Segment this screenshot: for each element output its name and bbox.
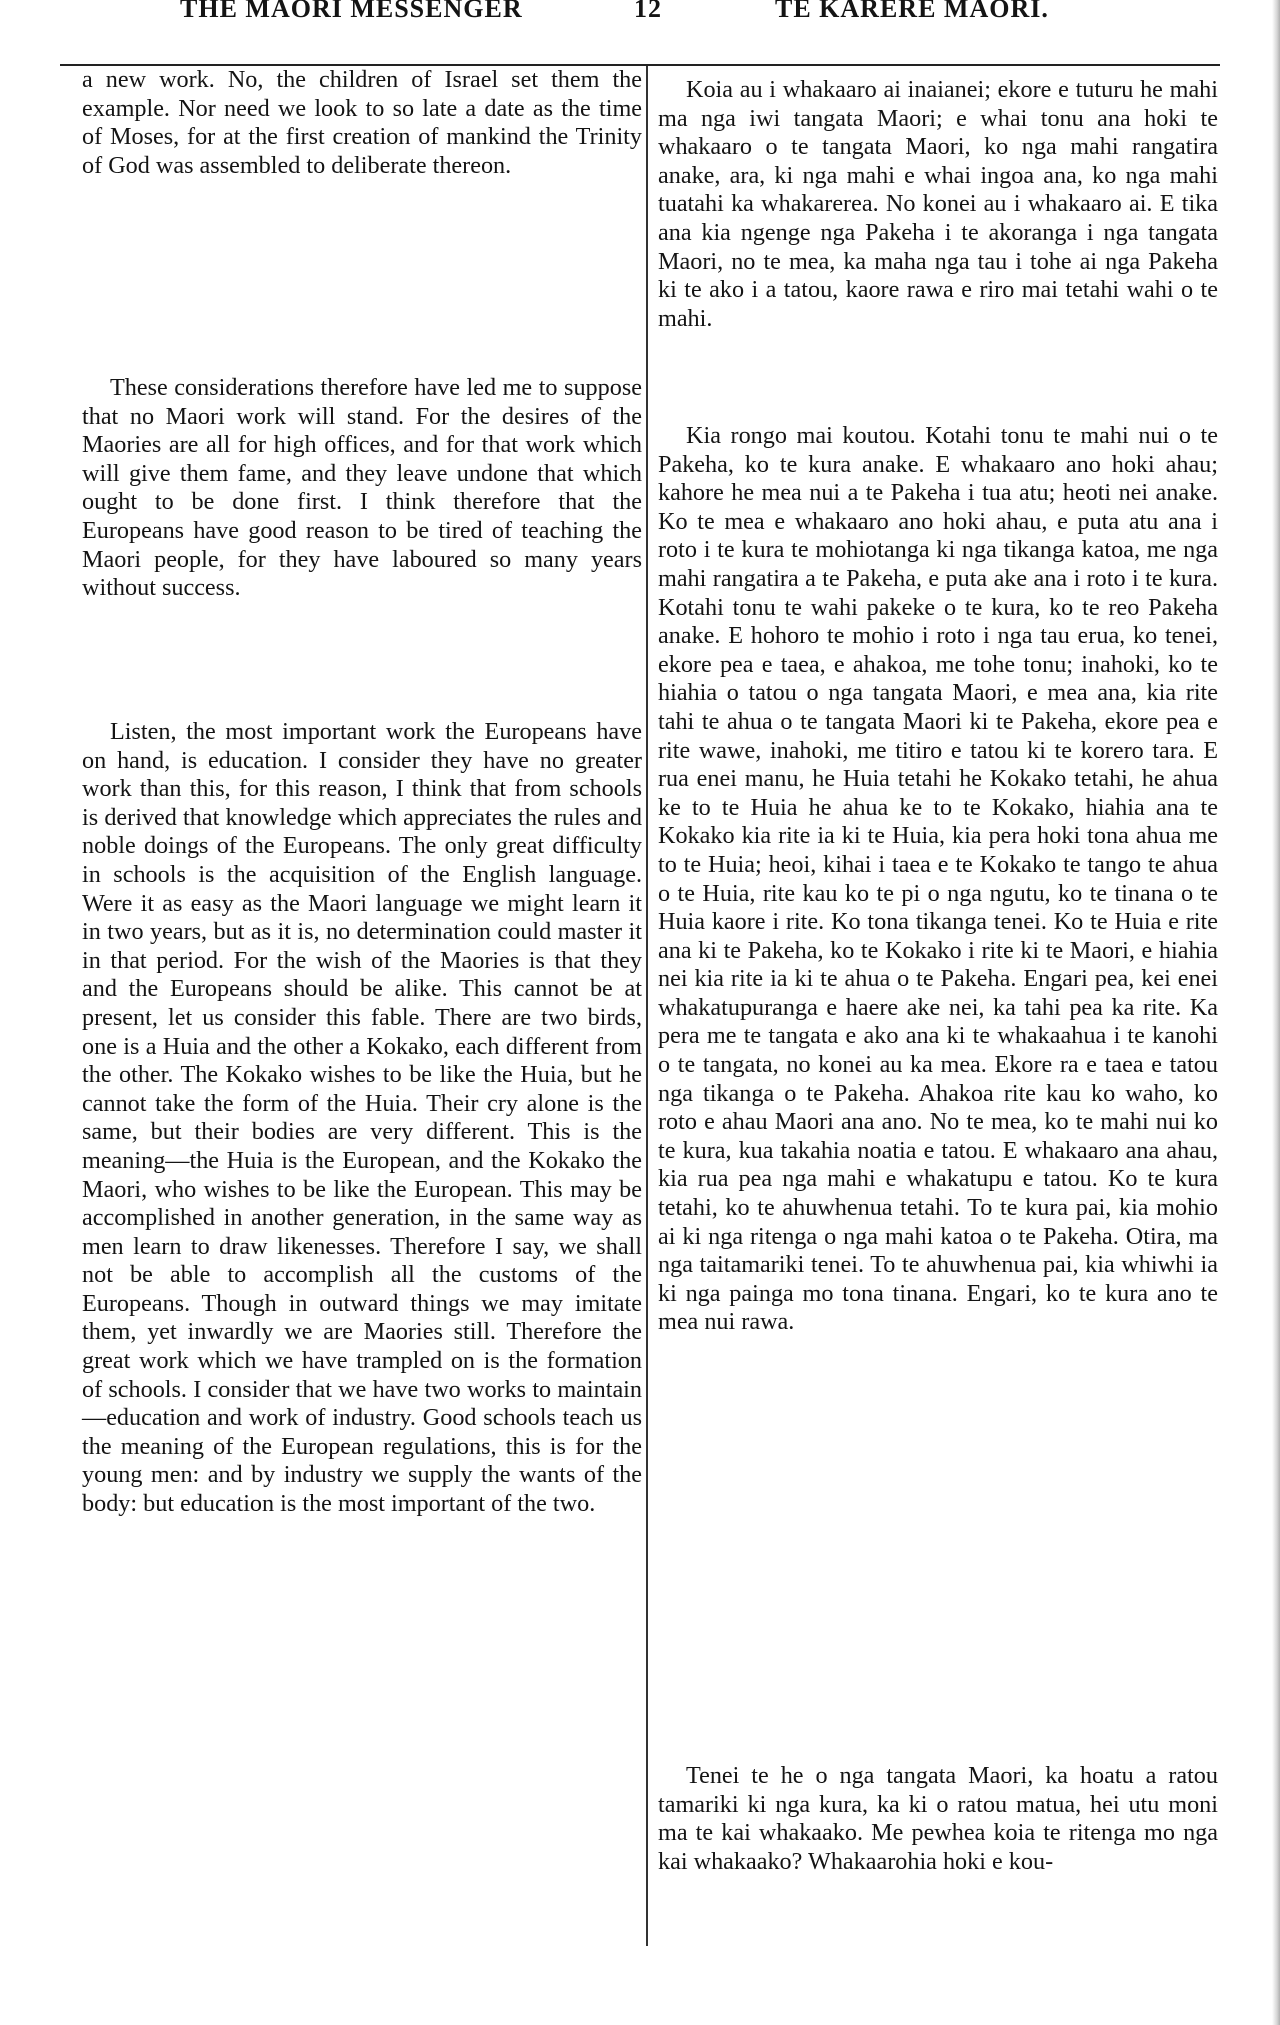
maori-paragraph-2: Kia rongo mai koutou. Kotahi tonu te mahi nui o te Pakeha, ko te kura anake. E whakaaro ano hoki ahau; kahore he mea nui a te Pakeha i tua atu; heoti nei anake. Ko te mea e whakaaro ano hoki ahau, e puta atu ana i roto i te kura te mohiotanga ki nga tikanga katoa, me nga mahi rangatira a te Pakeha, e puta ake ana i roto i te kura. Kotahi tonu te wahi pakeke o te kura, ko te reo Pakeha anake. E hohoro te mohio i roto i nga tau erua, ko tenei, ekore pea e taea, e ahakoa, me tohe tonu; inahoki, ko te hiahia o tatou o nga tangata Maori, e mea ana, kia rite tahi te ahua o te tangata Maori ki te Pakeha, ekore pea e rite wawe, inahoki, me titiro e tatou ki te korero tara. E rua enei manu, he Huia tetahi he Kokako tetahi, he ahua ke to te Huia he ahua ke to te Kokako, hiahia ana te Kokako kia rite ia ki te Huia, kia pera hoki tona ahua me to te Huia; heoi, kihai i taea e te Kokako te tango te ahua o te Huia, rite kau ko te pi o nga ngutu, ko te tinana o te Huia kaore i rite. Ko tona tikanga tenei. Ko te Huia e rite ana ki te Pakeha, ko te Kokako i rite ki te Maori, e hiahia nei kia rite ia ki te ahua o te Pakeha. Engari pea, kei enei whakatupuranga e haere ake nei, ka tahi pea ka rite. Ka pera me te tangata e ako ana ki te whakaahua i te kanohi o te tangata, no konei au ka mea. Ekore ra e taea e tatou nga tikanga o te Pakeha. Ahakoa rite kau ko waho, ko roto e ahau Maori ana ano. No te mea, ko te mahi nui ko te kura, kua takahia noatia e tatou. E whakaaro ana ahau, kia rua pea nga mahi e whakatupu e tatou. Ko te kura tetahi, ko te ahuwhenua tetahi. To te kura pai, kia mohio ai ki nga ritenga o nga mahi katoa o te Pakeha. Otira, ma nga taitamariki tenei. To te ahuwhenua pai, kia whiwhi ia ki nga painga mo tona tinana. Engari, ko te kura ano te mea nui rawa.	[658, 422, 1218, 1336]
maori-paragraph-1: Koia au i whakaaro ai inaianei; ekore e tuturu he mahi ma nga iwi tangata Maori; e whai tonu ana hoki te whakaaro o te tangata Maori, ko nga mahi rangatira anake, ara, ki nga mahi e whai ingoa ana, ko nga mahi tuatahi ka whakarerea. No konei au i whakaaro ai. E tika ana kia ngenge nga Pakeha i te akoranga i nga tangata Maori, no te mea, ka maha nga tau i tohe ai nga Pakeha ki te ako i a tatou, kaore rawa e riro mai tetahi wahi o te mahi.	[658, 76, 1218, 332]
page-number: 12	[634, 0, 662, 23]
page-header	[150, 0, 1240, 28]
column-divider	[646, 66, 648, 1946]
english-title: THE MAORI MESSENGER	[180, 0, 523, 23]
english-paragraph-3: Listen, the most important work the Europeans have on hand, is education. I consider they have no greater work than this, for this reason, I think that from schools is derived that knowledge which appreciates the rules and noble doings of the Europeans. The only great difficulty in schools is the acquisition of the English language. Were it as easy as the Maori language we might learn it in two years, but as it is, no determination could master it in that period. For the wish of the Maories is that they and the Europeans should be alike. This cannot be at present, let us consider this fable. There are two birds, one is a Huia and the other a Kokako, each different from the other. The Kokako wishes to be like the Huia, but he cannot take the form of the Huia. Their cry alone is the same, but their bodies are very different. This is the meaning—the Huia is the European, and the Kokako the Maori, who wishes to be like the European. This may be accomplished in another generation, in the same way as men learn to draw likenesses. Therefore I say, we shall not be able to accomplish all the customs of the Europeans. Though in outward things we may imitate them, yet inwardly we are Maories still. Therefore the great work which we have trampled on is the formation of schools. I consider that we have two works to maintain—education and work of industry. Good schools teach us the meaning of the European regulations, this is for the young men: and by industry we supply the wants of the body: but education is the most important of the two.	[82, 718, 642, 1518]
english-paragraph-1: a new work. No, the children of Israel set them the example. Nor need we look to so late a date as the time of Moses, for at the first creation of mankind the Trinity of God was assembled to deliberate thereon.	[82, 66, 642, 179]
maori-title: TE KARERE MAORI.	[775, 0, 1049, 23]
maori-paragraph-3: Tenei te he o nga tangata Maori, ka hoatu a ratou tamariki ki nga kura, ka ki o ratou matua, hei utu moni ma te kai whakaako. Me pewhea koia te ritenga mo nga kai whakaako? Whakaarohia hoki e kou-	[658, 1762, 1218, 1875]
scan-edge	[1272, 0, 1280, 2025]
english-paragraph-2: These considerations therefore have led me to suppose that no Maori work will stand. For the desires of the Maories are all for high offices, and for that work which will give them fame, and they leave undone that which ought to be done first. I think therefore that the Europeans have good reason to be tired of teaching the Maori people, for they have laboured so many years without success.	[82, 374, 642, 602]
